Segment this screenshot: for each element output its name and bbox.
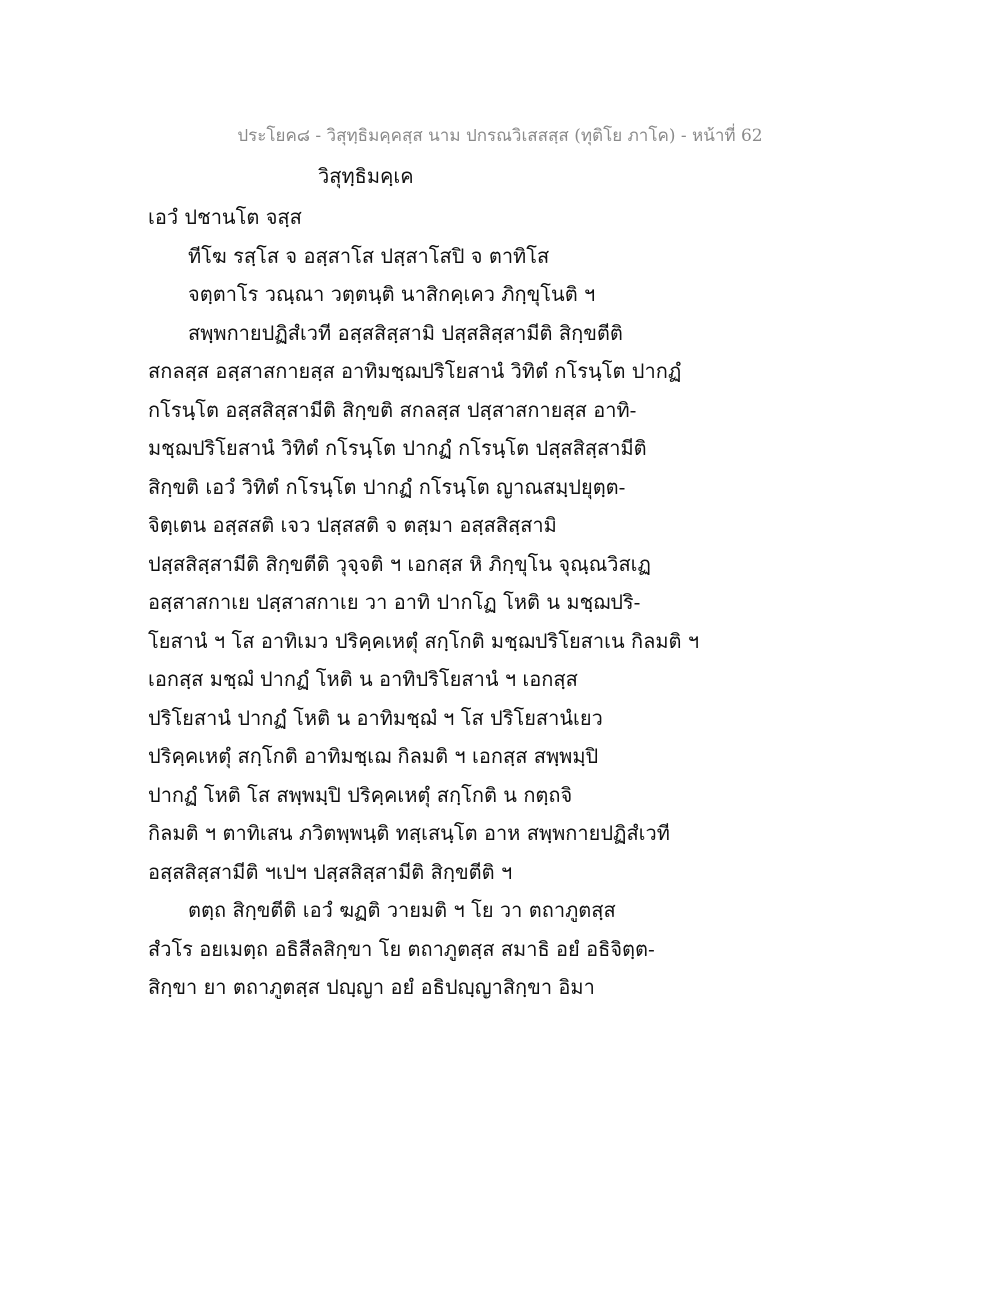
- text-line: สิกฺขติ เอวํ วิทิตํ กโรนฺโต ปากฏํ กโรนฺโต ญาณสมฺปยุตฺต-: [148, 474, 626, 499]
- text-line: สิกฺขา ยา ตถาภูตสฺส ปญฺญา อยํ อธิปญฺญาสิกฺขา อิมา: [148, 975, 595, 999]
- page-header: ประโยค๘ - วิสุทฺธิมคฺคสฺส นาม ปกรณวิเสสสฺส (ทุติโย ภาโค) - หน้าที่ 62: [237, 126, 763, 146]
- body-text: [148, 198, 708, 1007]
- text-line: กิลมติ ฯ ตาทิเสน ภวิตพฺพนฺติ ทสฺเสนฺโต อาห สพฺพกายปฏิสํเวที: [148, 821, 670, 845]
- verse-line: ทีโฆ รสฺโส จ อสฺสาโส ปสฺสาโสปิ จ ตาทิโส: [188, 243, 550, 268]
- text-line: สํวโร อยเมตฺถ อธิสีลสิกฺขา โย ตถาภูตสฺส สมาธิ อยํ อธิจิตฺต-: [148, 936, 655, 961]
- text-line: อสฺสาสกาเย ปสฺสาสกาเย วา อาทิ ปากโฏ โหติ น มชฺฌปริ-: [148, 590, 641, 614]
- text-line: ปากฏํ โหติ โส สพฺพมฺปิ ปริคฺคเหตุํ สกฺโกติ น กตฺถจิ: [148, 782, 573, 807]
- text-line: โยสานํ ฯ โส อาทิเมว ปริคฺคเหตุํ สกฺโกติ มชฺฌปริโยสาเน กิลมติ ฯ: [148, 628, 700, 653]
- book-title: วิสุทฺธิมคฺเค: [318, 164, 414, 188]
- text-line: เอวํ ปชานโต จสฺส: [148, 205, 302, 229]
- text-line: เอกสฺส มชฺฌํ ปากฏํ โหติ น อาทิปริโยสานํ ฯ เอกสฺส: [148, 667, 578, 691]
- text-line: กโรนฺโต อสฺสสิสฺสามีติ สิกฺขติ สกลสฺส ปสฺสาสกายสฺส อาทิ-: [148, 397, 637, 422]
- text-line: ปริคฺคเหตุํ สกฺโกติ อาทิมชฺเฌ กิลมติ ฯ เอกสฺส สพฺพมฺปิ: [148, 744, 599, 768]
- text-line: ปสฺสสิสฺสามีติ สิกฺขตีติ วุจฺจติ ฯ เอกสฺส หิ ภิกฺขุโน จุณฺณวิสเฏ: [148, 551, 651, 576]
- verse-line: จตฺตาโร วณฺณา วตฺตนฺติ นาสิกคฺเคว ภิกฺขุโนติ ฯ: [188, 282, 596, 306]
- text-line: สกลสฺส อสฺสาสกายสฺส อาทิมชฺฌปริโยสานํ วิทิตํ กโรนฺโต ปากฏํ: [148, 359, 682, 383]
- text-line: อสฺสสิสฺสามีติ ฯเปฯ ปสฺสสิสฺสามีติ สิกฺขตีติ ฯ: [148, 859, 513, 884]
- paragraph-start-line: ตตฺถ สิกฺขตีติ เอวํ ฆฏติ วายมติ ฯ โย วา ตถาภูตสฺส: [188, 898, 616, 922]
- text-line: มชฺฌปริโยสานํ วิทิตํ กโรนฺโต ปากฏํ กโรนฺโต ปสฺสสิสฺสามีติ: [148, 436, 647, 460]
- text-line: ปริโยสานํ ปากฏํ โหติ น อาทิมชฺฌํ ฯ โส ปริโยสานํเยว: [148, 705, 603, 730]
- paragraph-start-line: สพฺพกายปฏิสํเวที อสฺสสิสฺสามิ ปสฺสสิสฺสามีติ สิกฺขตีติ: [188, 320, 623, 345]
- text-line: จิตฺเตน อสฺสสติ เจว ปสฺสสติ จ ตสฺมา อสฺสสิสฺสามิ: [148, 513, 557, 537]
